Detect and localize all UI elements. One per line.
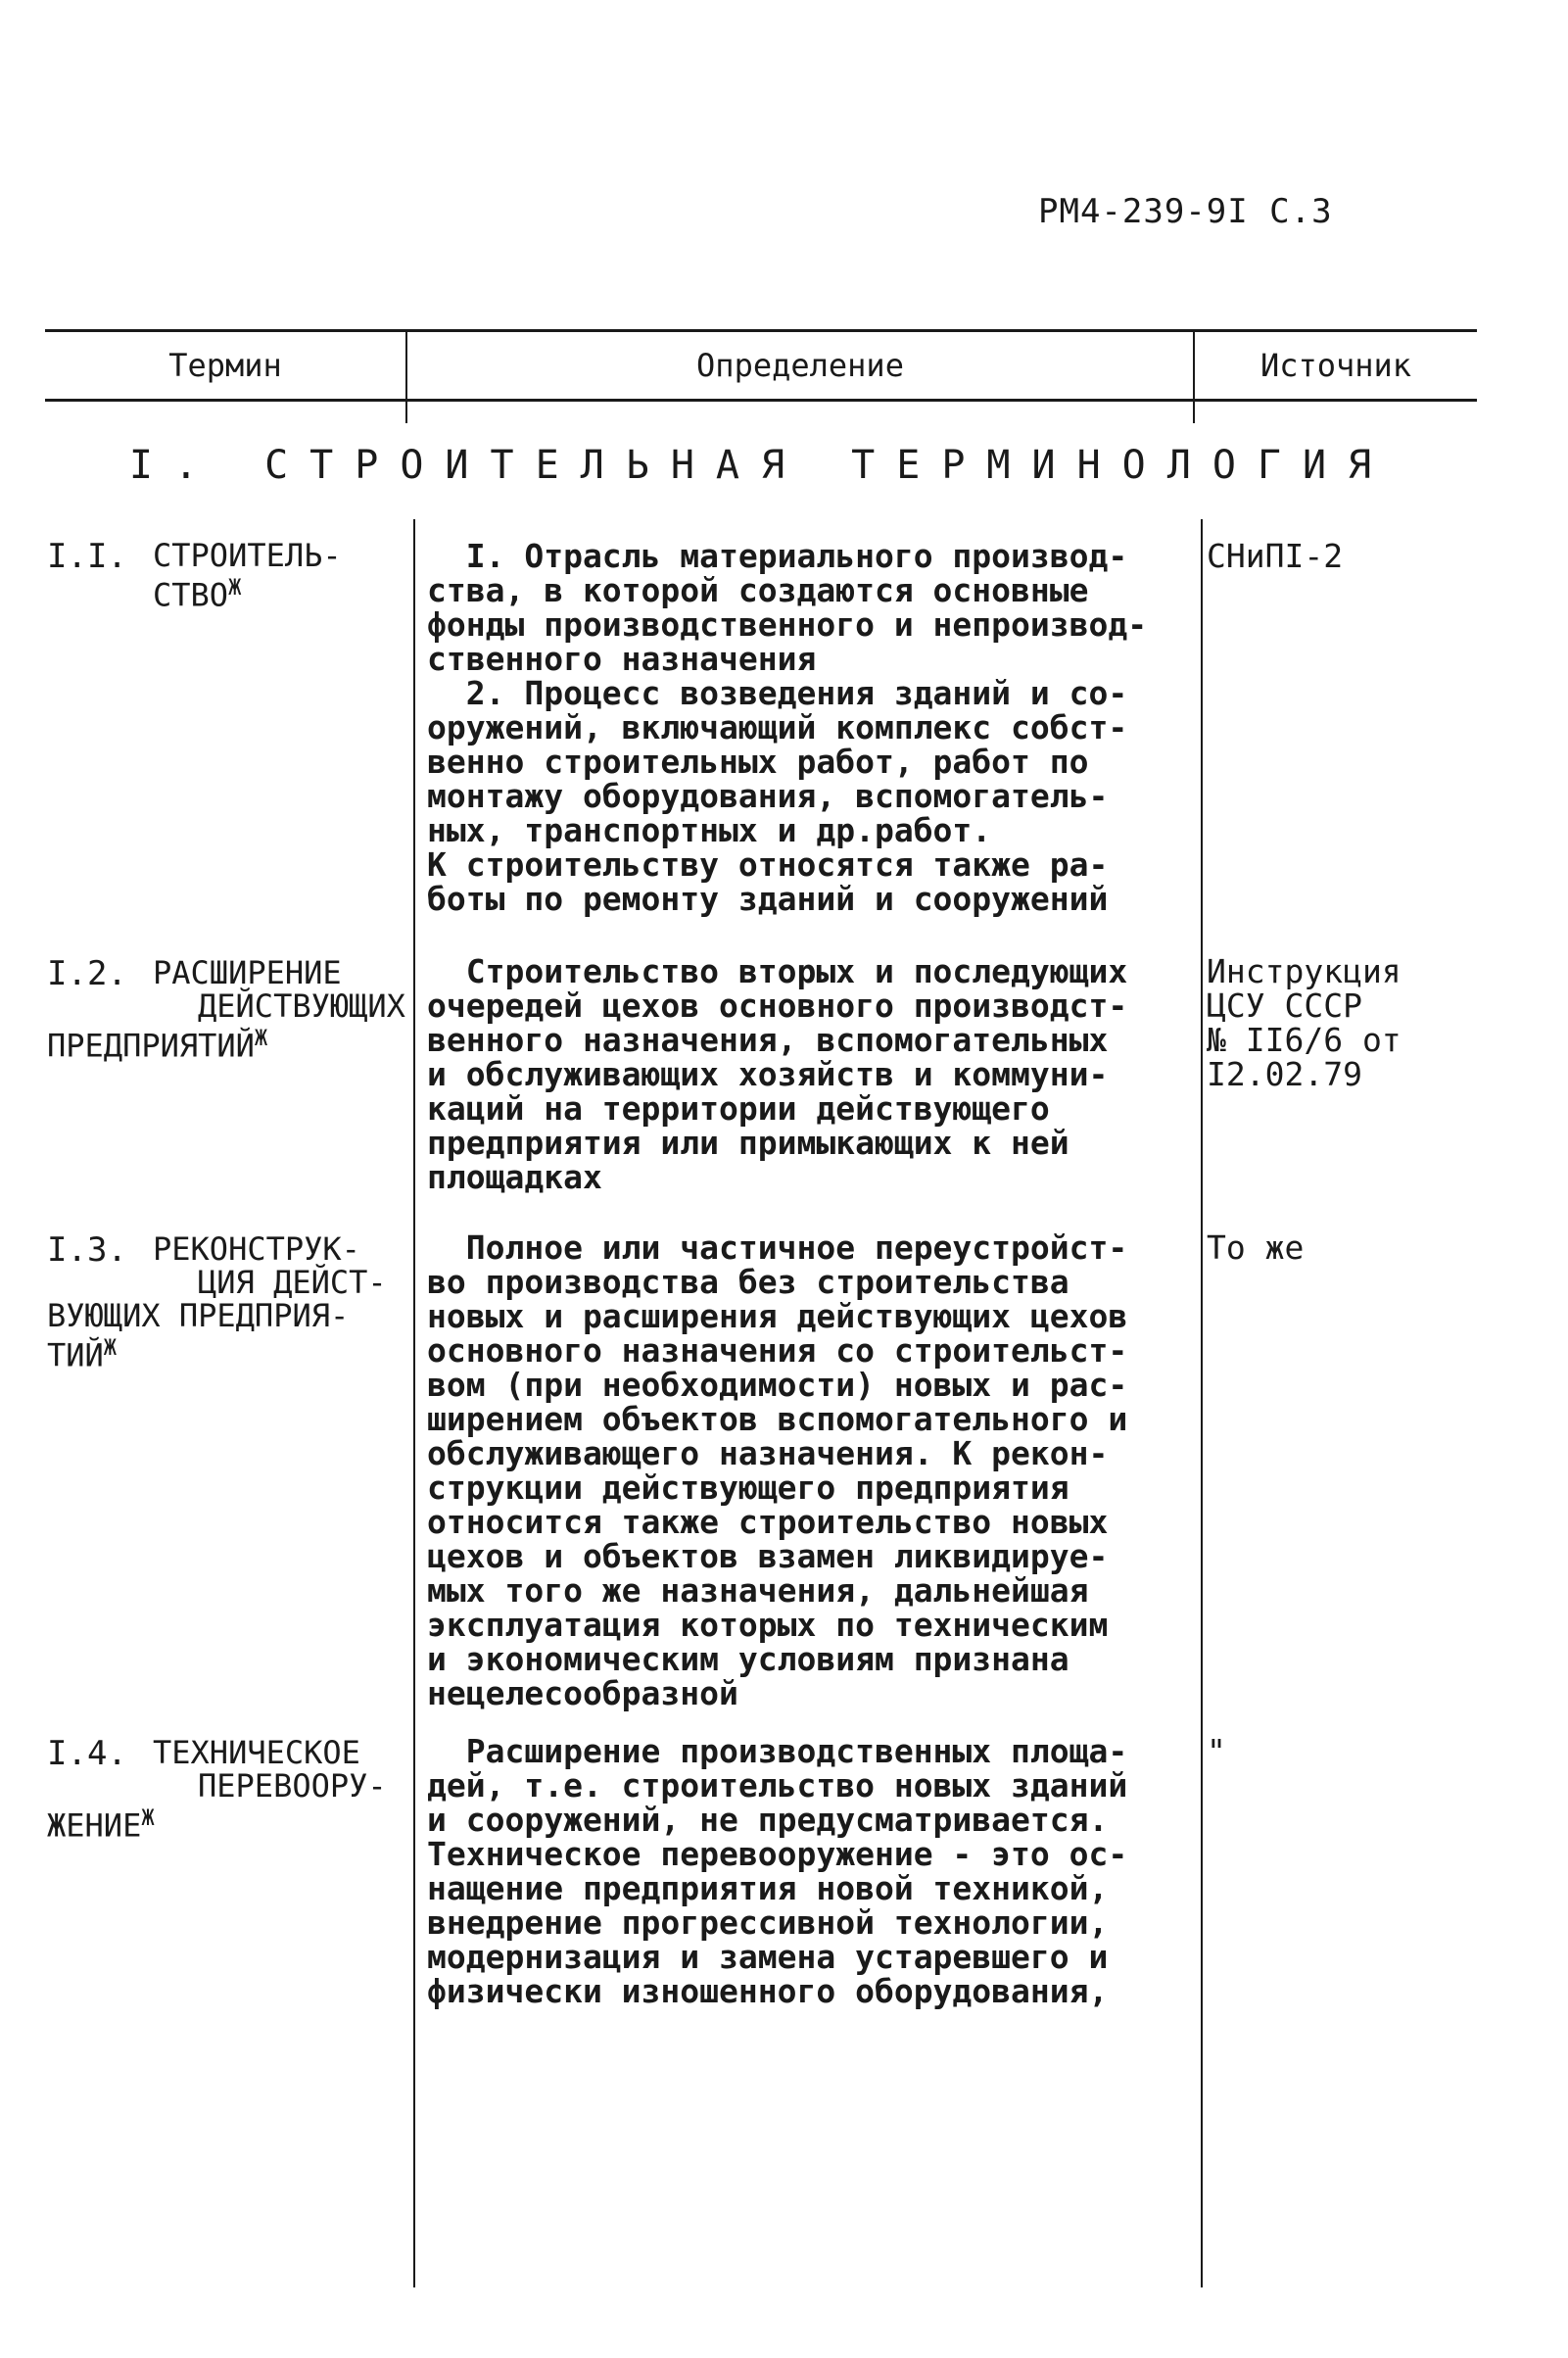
column-header-definition: Определение <box>696 347 904 384</box>
entry-definition: Строительство вторых и последующих очередей цехов основного производст- венного назначения, вспомогательных и обслуживающих хозяйств и коммуни- каций на территории действующего предприятия или примыкающих к ней площадках <box>427 952 1128 1196</box>
column-header-term: Термин <box>168 347 282 384</box>
term-line: ДЕЙСТВУЮЩИХ <box>198 987 405 1025</box>
column-header-source: Источник <box>1259 347 1412 384</box>
entry-source: Инструкция ЦСУ СССР № II6/6 от I2.02.79 <box>1207 952 1402 1093</box>
term-mark: Ж <box>254 1027 268 1051</box>
term-line: ВУЮЩИХ ПРЕДПРИЯ- <box>47 1297 350 1334</box>
term-line: ПРЕДПРИЯТИЙ <box>47 1027 255 1065</box>
entry-term <box>47 956 405 1063</box>
table-top-rule <box>45 329 1477 332</box>
entry-definition: I. Отрасль материального производ- ства, в которой создаются основные фонды производственного и непроизвод- ственного назначения 2. Процесс возведения зданий и со- оружений, включающий комплекс собст- венно строительных работ, работ по монтажу оборудования, вспомогатель- ных, транспортных и др.работ. К строительству относятся также ра- боты по ремонту зданий и сооружений <box>427 537 1148 918</box>
entry-number: I.4. <box>47 1734 127 1773</box>
term-line: ПЕРЕВООРУ- <box>198 1767 387 1805</box>
term-line: СТВО <box>153 576 229 614</box>
entry-number: I.I. <box>47 537 127 576</box>
term-line: РЕКОНСТРУК- <box>153 1230 360 1268</box>
column-divider-1 <box>413 519 415 2287</box>
entry-source: " <box>1207 1732 1226 1770</box>
entry-number: I.2. <box>47 954 127 993</box>
term-mark: Ж <box>141 1806 155 1831</box>
entry-definition: Расширение производственных площа- дей, т.е. строительство новых зданий и сооружений, не предусматривается. Техническое перевооружение - это ос- нащение предприятия новой техникой, внедрение прогрессивной технологии, модернизация и замена устаревшего и физически изношенного оборудования, <box>427 1732 1128 2010</box>
entry-number: I.3. <box>47 1230 127 1270</box>
term-line: РАСШИРЕНИЕ <box>153 954 342 991</box>
entry-term <box>47 1736 387 1843</box>
term-line: ЖЕНИЕ <box>47 1806 142 1845</box>
term-line: ТЕХНИЧЕСКОЕ <box>153 1734 360 1771</box>
section-title: I. СТРОИТЕЛЬНАЯ ТЕРМИНОЛОГИЯ <box>128 443 1394 488</box>
entry-definition: Полное или частичное переустройст- во производства без строительства новых и расширения действующих цехов основного назначения со строительст- вом (при необходимости) новых и рас- ширением объектов вспомогательного и обслуживающего назначения. К рекон- струкции действующего предприятия относится также строительство новых цехов и объектов взамен ликвидируе- мых того же назначения, дальнейшая эксплуатация которых по техническим и экономическим условиям признана нецелесообразной <box>427 1228 1128 1712</box>
term-mark: Ж <box>103 1336 118 1361</box>
entry-term <box>47 1232 387 1372</box>
table-header-rule <box>45 399 1477 402</box>
page-id: РМ4-239-9I С.3 <box>1038 192 1333 231</box>
term-line: СТРОИТЕЛЬ- <box>153 537 342 574</box>
term-line: ЦИЯ ДЕЙСТ- <box>198 1264 387 1301</box>
entry-source: То же <box>1207 1228 1305 1267</box>
entry-term <box>153 539 342 612</box>
entry-source: СНиПI-2 <box>1207 537 1344 575</box>
term-line: ТИЙ <box>47 1336 104 1374</box>
term-mark: Ж <box>228 576 242 601</box>
column-divider-2 <box>1201 519 1203 2287</box>
